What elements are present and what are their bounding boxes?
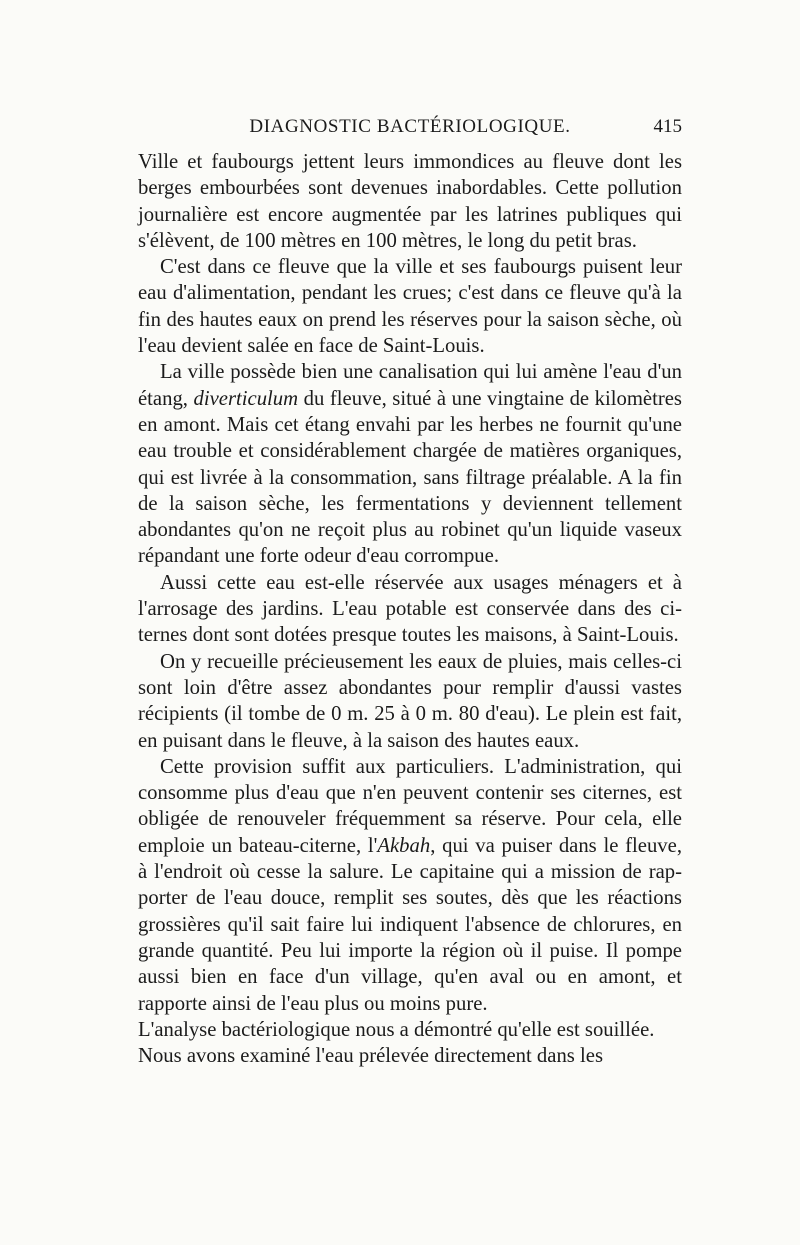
running-title: DIAGNOSTIC BACTÉRIOLOGIQUE. [249, 116, 571, 137]
paragraph-text: C'est dans ce fleuve que la ville et ses faubourgs puisent leur eau d'alimentation, pendant les crues; c'est dans ce fleuve qu'à la fin des hautes eaux on prend les réserves pour la saison sèche, où l'eau devient salée en face de Saint-Louis. [138, 256, 682, 358]
paragraph-text: Aussi cette eau est-elle réservée aux usages ménagers et à l'arrosage des jardins. L'eau potable est conservée dans des citernes dont sont dotées presque toutes les maisons, à Saint-Louis. [138, 571, 682, 647]
italic-term: diverticulum [193, 387, 299, 410]
paragraph-text: La ville possède bien une canalisation qui lui amène l'eau d'un étang, [138, 361, 682, 410]
paragraph [138, 254, 682, 359]
paragraph [138, 1017, 682, 1043]
paragraph-text: , qui va puiser dans le fleuve, à l'endroit où cesse la salure. Le capitaine qui a mission de rapporter de l'eau douce, remplit ses soutes, dès que les réactions grossières qu'il sait faire lui indiquent l'absence de chlorures, en grande quantité. Peu lui importe la région où il puise. Il pompe aussi bien en face d'un village, qu'en aval ou en amont, et rapporte ainsi de l'eau plus ou moins pure. [138, 834, 682, 1015]
page-header [138, 116, 682, 142]
paragraph-text: Nous avons examiné l'eau prélevée directement dans les [138, 1045, 603, 1068]
paragraph [138, 359, 682, 569]
paragraph [138, 649, 682, 754]
page-number: 415 [653, 116, 682, 137]
paragraph-text: L'analyse bactériologique nous a démontré qu'elle est souillée. [138, 1018, 655, 1041]
body-text [138, 149, 682, 1069]
paragraph [138, 149, 682, 254]
paragraph [138, 1043, 682, 1069]
paragraph [138, 754, 682, 1017]
paragraph [138, 570, 682, 649]
paragraph-text: du fleuve, situé à une vingtaine de kilomètres en amont. Mais cet étang envahi par les herbes ne fournit qu'une eau trouble et considérablement chargée de matières organiques, qui est livrée à la consommation, sans filtrage préalable. A la fin de la saison sèche, les fermentations y deviennent tellement abondantes qu'on ne reçoit plus au robinet qu'un liquide vaseux répandant une forte odeur d'eau corrompue. [138, 387, 682, 568]
paragraph-text: Cette provision suffit aux particuliers. L'administration, qui consomme plus d'eau que n'en peuvent contenir ses citernes, est obligée de renouveler fréquemment sa réserve. Pour cela, elle emploie un bateau-citerne, l' [138, 755, 682, 857]
paragraph-text: Ville et faubourgs jettent leurs immondices au fleuve dont les berges embourbées sont devenues inabordables. Cette pollution journalière est encore augmentée par les latrines publiques qui s'élèvent, de 100 mètres en 100 mètres, le long du petit bras. [138, 151, 682, 252]
italic-term: Akbah [377, 834, 431, 857]
paragraph-text: On y recueille précieusement les eaux de pluies, mais celles-ci sont loin d'être assez abondantes pour remplir d'aussi vastes récipients (il tombe de 0 m. 25 à 0 m. 80 d'eau). Le plein est fait, en puisant dans le fleuve, à la saison des hautes eaux. [138, 650, 682, 752]
